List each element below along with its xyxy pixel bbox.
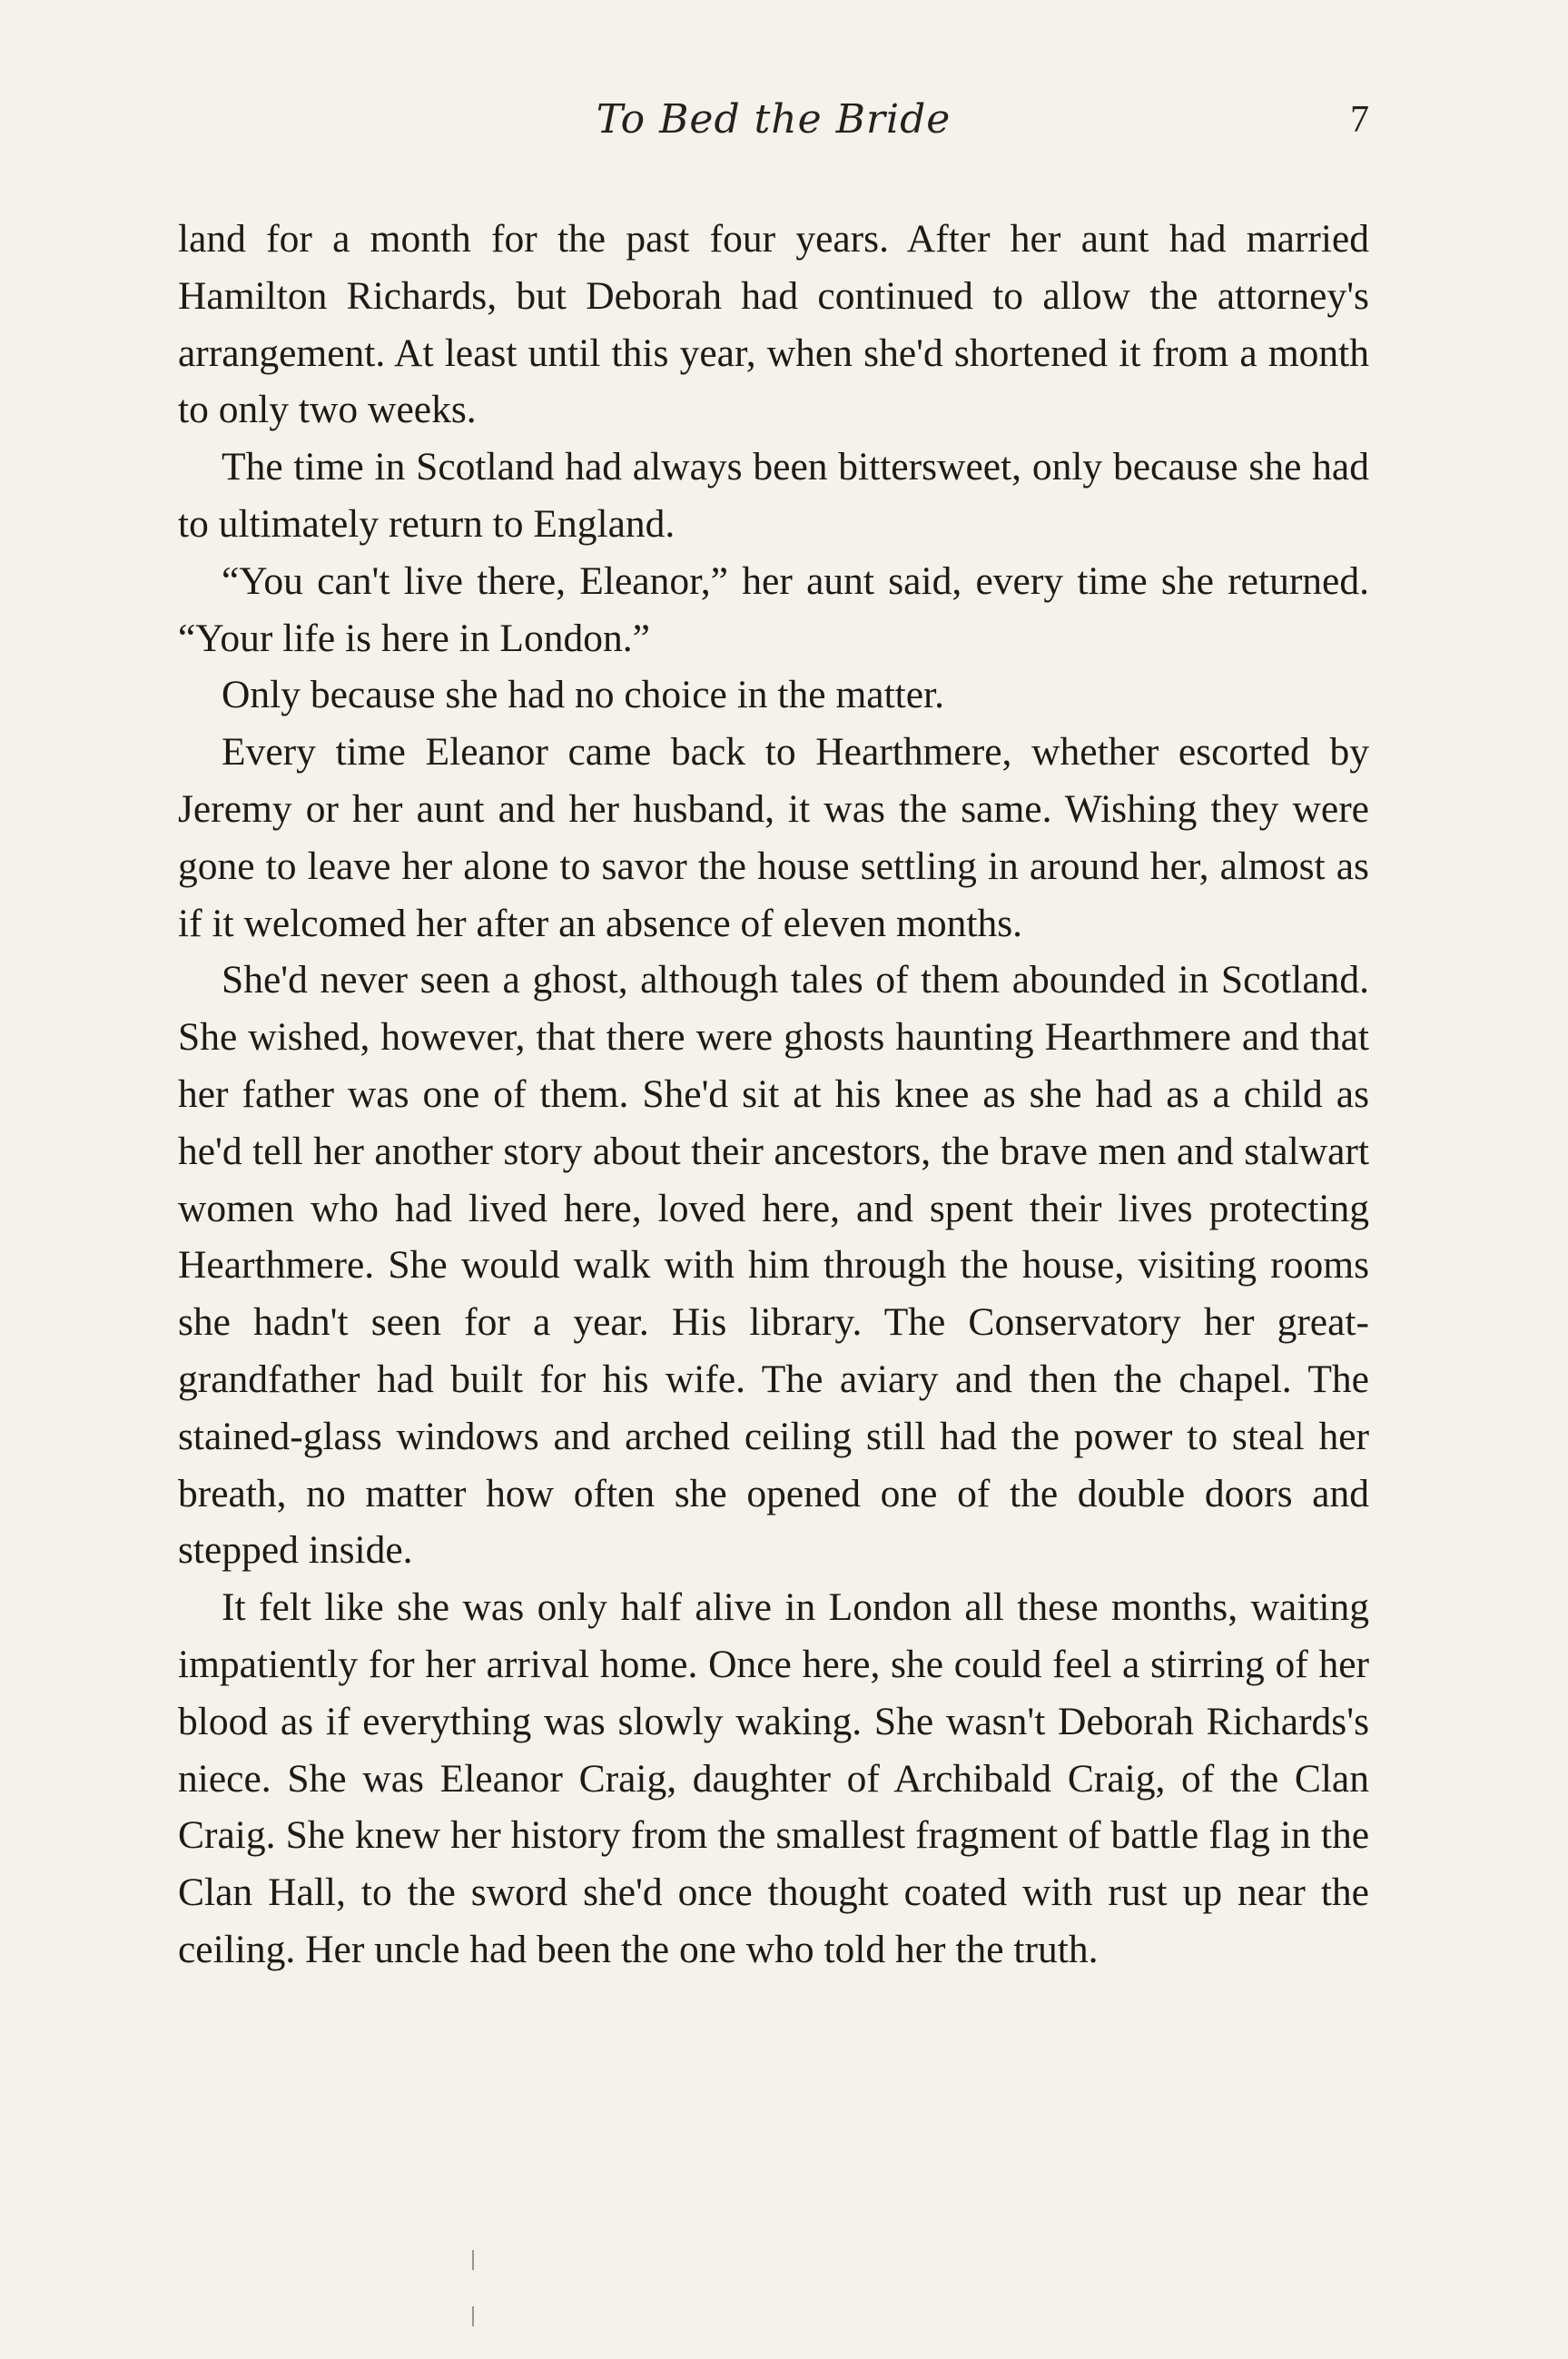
paragraph: She'd never seen a ghost, although tales of them abounded in Scotland. She wished, however, that there were ghosts haunting Hearthmere and that her father was one of them. She'd sit at his knee as she had as a child as he'd tell her another story about their ancestors, the brave men and stalwart women who had lived here, loved here, and spent their lives protecting Hearthmere. She would walk with him through the house, visiting rooms she hadn't seen for a year. His library. The Conservatory her great-grandfather had built for his wife. The aviary and then the chapel. The stained-glass windows and arched ceiling still had the power to steal her breath, no matter how often she opened one of the double doors and stepped inside.	[178, 958, 1369, 1573]
paragraph: It felt like she was only half alive in London all these months, waiting impatiently for her arrival home. Once here, she could feel a stirring of her blood as if everything was slowly waking. She wasn't Deborah Richards's niece. She was Eleanor Craig, daughter of Archibald Craig, of the Clan Craig. She knew her history from the smallest fragment of battle flag in the Clan Hall, to the sword she'd once thought coated with rust up near the ceiling. Her uncle had been the one who told her the truth.	[178, 1585, 1369, 1971]
running-title: To Bed the Bride	[596, 96, 952, 143]
page-header	[178, 91, 1369, 154]
scan-mark	[472, 2306, 474, 2326]
paragraph: Only because she had no choice in the matter.	[222, 673, 945, 717]
paragraph: land for a month for the past four years. After her aunt had married Hamilton Richards, but Deborah had continued to allow the attorney's arrangement. At least until this year, when she'd shortened it from a month to only two weeks.	[178, 217, 1369, 432]
scan-mark	[472, 2250, 474, 2270]
paragraph: The time in Scotland had always been bittersweet, only because she had to ultimately return to England.	[178, 445, 1369, 546]
body-text	[178, 211, 1369, 1979]
paragraph: “You can't live there, Eleanor,” her aunt said, every time she returned. “Your life is here in London.”	[178, 558, 1369, 660]
paragraph: Every time Eleanor came back to Hearthmere, whether escorted by Jeremy or her aunt and her husband, it was the same. Wishing they were gone to leave her alone to savor the house settling in around her, almost as if it welcomed her after an absence of eleven months.	[178, 730, 1369, 945]
page-number: 7	[1350, 99, 1369, 141]
